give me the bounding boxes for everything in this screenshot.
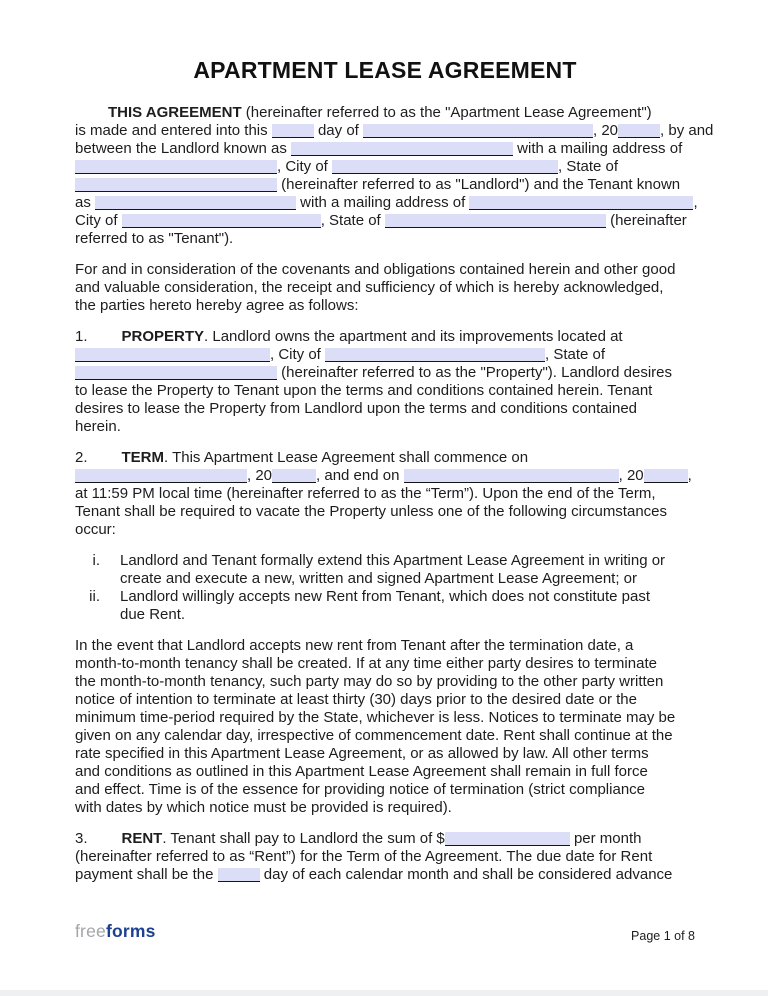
document-line — [75, 673, 695, 691]
intro-paragraph — [75, 104, 714, 248]
list-item-text: create and execute a new, written and signed Apartment Lease Agreement; or — [120, 570, 637, 587]
document-line — [75, 521, 695, 539]
document-line — [75, 449, 695, 467]
text-run: , — [687, 467, 692, 484]
text-run: (hereinafter — [605, 212, 687, 229]
text-run: 3. — [75, 830, 88, 847]
document-line — [75, 346, 695, 364]
text-run: per month — [569, 830, 642, 847]
blank-form-field[interactable] — [363, 124, 593, 138]
text-run: given on any calendar day, irrespective of commencement date. Rent shall continue at the — [75, 727, 673, 744]
text-run: payment shall be the — [75, 866, 218, 883]
blank-form-field[interactable] — [122, 214, 321, 228]
blank-form-field[interactable] — [272, 469, 316, 483]
text-run: the parties hereto hereby agree as follows: — [75, 297, 359, 314]
text-run: , City of — [277, 158, 333, 175]
document-line — [75, 763, 695, 781]
document-line — [75, 382, 695, 400]
document-line — [75, 866, 695, 884]
document-line — [75, 485, 695, 503]
blank-form-field[interactable] — [75, 469, 247, 483]
text-run: with a mailing address of — [296, 194, 470, 211]
list-item-text: due Rent. — [120, 606, 186, 623]
document-line — [75, 230, 695, 248]
text-run: is made and entered into this — [75, 122, 272, 139]
document-page — [75, 0, 714, 897]
text-run: and conditions as outlined in this Apartment Lease Agreement shall remain in full force — [75, 763, 648, 780]
text-run: , by and — [660, 122, 714, 139]
blank-form-field[interactable] — [272, 124, 314, 138]
text-run: , State of — [545, 346, 606, 363]
document-line — [75, 781, 695, 799]
text-run: the month-to-month tenancy, such party may do so by providing to the other party written — [75, 673, 664, 690]
document-line — [75, 279, 695, 297]
list-item-line — [75, 588, 695, 606]
text-run: (hereinafter referred to as "Landlord") and the Tenant known — [277, 176, 681, 193]
text-run: (hereinafter referred to as the "Apartment Lease Agreement") — [241, 104, 652, 121]
text-run: as — [75, 194, 96, 211]
text-run: referred to as "Tenant"). — [75, 230, 234, 247]
document-line — [75, 503, 695, 521]
text-run: , State of — [320, 212, 385, 229]
text-run: rate specified in this Apartment Lease Agreement, or as allowed by law. All other terms — [75, 745, 649, 762]
blank-form-field[interactable] — [75, 348, 270, 362]
document-line — [75, 799, 695, 817]
consideration-paragraph — [75, 261, 695, 315]
list-marker: i. — [92, 552, 100, 569]
bold-text-run: TERM — [121, 449, 165, 466]
text-run: notice of intention to terminate at least thirty (30) days prior to the desired date or the — [75, 691, 637, 708]
text-run: 2. — [75, 449, 88, 466]
blank-form-field[interactable] — [75, 178, 277, 192]
text-run: with dates by which notice must be provided is required). — [75, 799, 452, 816]
text-run: , 20 — [618, 467, 644, 484]
text-run: 1. — [75, 328, 88, 345]
document-line — [75, 691, 695, 709]
text-run: , State of — [558, 158, 619, 175]
blank-form-field[interactable] — [291, 142, 513, 156]
text-run: . This Apartment Lease Agreement shall commence on — [164, 449, 529, 466]
logo-text-forms: forms — [105, 921, 156, 941]
text-run: between the Landlord known as — [75, 140, 291, 157]
document-line — [75, 328, 695, 346]
bold-text-run: RENT — [121, 830, 163, 847]
document-title: APARTMENT LEASE AGREEMENT — [193, 57, 577, 83]
blank-form-field[interactable] — [445, 832, 570, 846]
blank-form-field[interactable] — [644, 469, 688, 483]
blank-form-field[interactable] — [404, 469, 619, 483]
document-line — [75, 212, 695, 230]
text-run: For and in consideration of the covenants and obligations contained herein and other good — [75, 261, 676, 278]
blank-form-field[interactable] — [618, 124, 660, 138]
blank-form-field[interactable] — [95, 196, 296, 210]
text-run: with a mailing address of — [512, 140, 683, 157]
text-run: In the event that Landlord accepts new rent from Tenant after the termination date, a — [75, 637, 634, 654]
document-line — [75, 418, 695, 436]
blank-form-field[interactable] — [75, 160, 277, 174]
tab-indent — [75, 116, 108, 117]
text-run: (hereinafter referred to as “Rent”) for the Term of the Agreement. The due date for Rent — [75, 848, 653, 865]
tab-indent — [88, 340, 122, 341]
bold-text-run: PROPERTY — [121, 328, 205, 345]
document-line — [75, 140, 695, 158]
document-line — [75, 176, 695, 194]
text-run: (hereinafter referred to as the "Property"). Landlord desires — [277, 364, 673, 381]
document-body — [75, 104, 714, 884]
text-run: , and end on — [316, 467, 404, 484]
section-2-term — [75, 449, 695, 539]
document-line — [75, 122, 714, 140]
text-run: month-to-month tenancy shall be created. If at any time either party desires to terminate — [75, 655, 657, 672]
page-indicator: Page 1 of 8 — [631, 929, 695, 943]
blank-form-field[interactable] — [332, 160, 558, 174]
text-run: day of — [313, 122, 363, 139]
text-run: occur: — [75, 521, 116, 538]
list-item-text: Landlord willingly accepts new Rent from Tenant, which does not constitute past — [120, 588, 651, 605]
list-marker: ii. — [89, 588, 100, 605]
section-1-property — [75, 328, 695, 436]
document-line — [75, 104, 695, 122]
freeforms-logo — [75, 921, 156, 942]
document-line — [75, 745, 695, 763]
list-item-line — [75, 570, 695, 588]
text-run: , City of — [270, 346, 326, 363]
bold-text-run: THIS AGREEMENT — [108, 104, 242, 121]
document-line — [75, 400, 695, 418]
section-3-rent — [75, 830, 695, 884]
blank-form-field[interactable] — [75, 366, 277, 380]
term-circumstances-list — [75, 552, 695, 624]
list-item-text: Landlord and Tenant formally extend this Apartment Lease Agreement in writing or — [120, 552, 666, 569]
document-line — [75, 655, 695, 673]
document-line — [75, 709, 695, 727]
document-line — [75, 848, 695, 866]
month-to-month-paragraph — [75, 637, 695, 817]
document-line — [75, 194, 698, 212]
document-line — [75, 637, 695, 655]
document-line — [75, 158, 695, 176]
blank-form-field[interactable] — [469, 196, 693, 210]
text-run: minimum time-period required by the State, whichever is less. Notices to terminate may be — [75, 709, 676, 726]
text-run: . Tenant shall pay to Landlord the sum of $ — [162, 830, 445, 847]
text-run: at 11:59 PM local time (hereinafter referred to as the “Term”). Upon the end of the Term, — [75, 485, 656, 502]
document-line — [75, 467, 695, 485]
document-line — [75, 727, 695, 745]
text-run: desires to lease the Property from Landlord upon the terms and conditions contained — [75, 400, 638, 417]
page-bottom-edge — [0, 990, 768, 996]
text-run: and effect. Time is of the essence for providing notice of termination (strict compliance — [75, 781, 645, 798]
blank-form-field[interactable] — [218, 868, 260, 882]
document-line — [75, 297, 695, 315]
document-line — [75, 364, 695, 382]
text-run: and valuable consideration, the receipt and sufficiency of which is hereby acknowledged, — [75, 279, 664, 296]
blank-form-field[interactable] — [325, 348, 545, 362]
blank-form-field[interactable] — [385, 214, 606, 228]
text-run: City of — [75, 212, 122, 229]
text-run: Tenant shall be required to vacate the Property unless one of the following circumstances — [75, 503, 668, 520]
tab-indent — [88, 461, 122, 462]
text-run: to lease the Property to Tenant upon the terms and conditions contained herein. Tenant — [75, 382, 653, 399]
logo-text-free: free — [75, 921, 106, 941]
text-run: , 20 — [593, 122, 619, 139]
text-run: herein. — [75, 418, 121, 435]
document-line — [75, 830, 695, 848]
list-item-line — [75, 606, 695, 624]
text-run: , — [693, 194, 698, 211]
text-run: day of each calendar month and shall be considered advance — [259, 866, 673, 883]
document-line — [75, 261, 695, 279]
tab-indent — [88, 842, 122, 843]
text-run: . Landlord owns the apartment and its improvements located at — [204, 328, 623, 345]
text-run: , 20 — [247, 467, 273, 484]
list-item-line — [75, 552, 695, 570]
